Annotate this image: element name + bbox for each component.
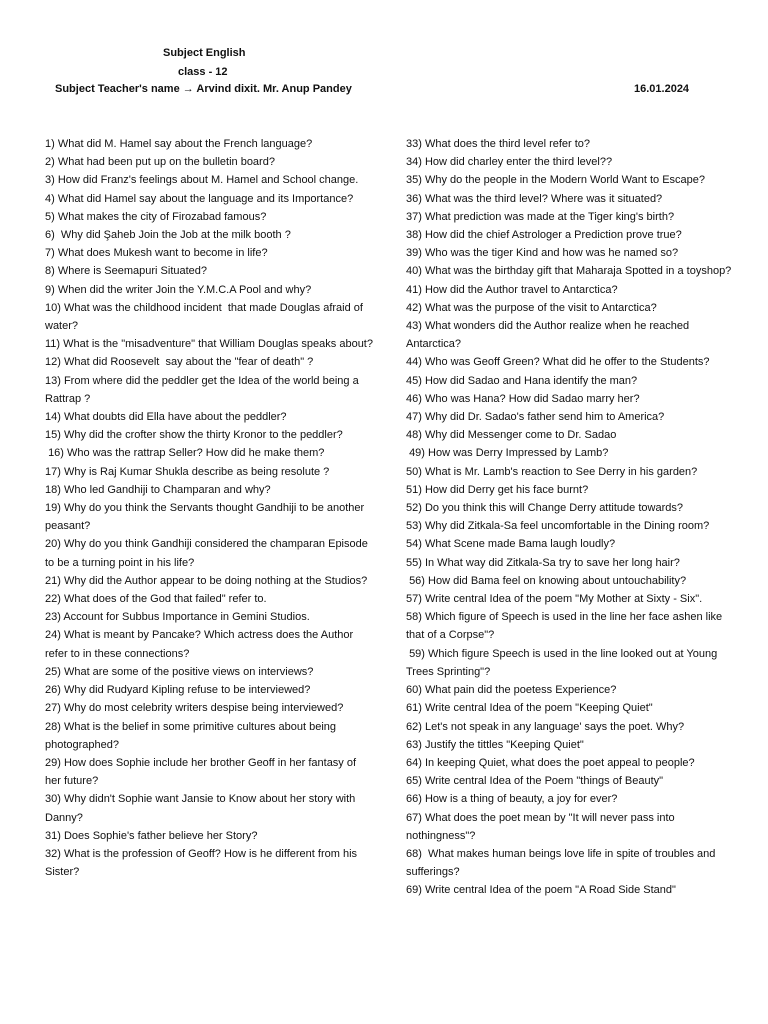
question-item: 42) What was the purpose of the visit to Antarctica? [406,301,657,314]
question-item: 21) Why did the Author appear to be doing nothing at the Studios? [45,574,368,587]
question-item: 24) What is meant by Pancake? Which actress does the Author refer to in these connections? [45,629,357,660]
question-item: 20) Why do you think Gandhiji considered the champaran Episode to be a turning point in his life? [45,538,371,569]
question-item: 3) How did Franz's feelings about M. Hamel and School change. [45,174,359,187]
question-item: 8) Where is Seemapuri Situated? [45,265,208,278]
question-item: 34) How did charley enter the third level?? [406,156,613,169]
question-item: 31) Does Sophie's father believe her Story? [45,829,258,842]
question-item: 1) What did M. Hamel say about the French language? [45,138,313,150]
question-item: 19) Why do you think the Servants thought Gandhiji to be another peasant? [45,502,368,533]
question-item: 39) Who was the tiger Kind and how was he named so? [406,247,679,260]
question-item: 52) Do you think this will Change Derry attitude towards? [406,502,683,515]
question-item: 9) When did the writer Join the Y.M.C.A Pool and why? [45,283,312,296]
question-item: 26) Why did Rudyard Kipling refuse to be interviewed? [45,684,311,697]
question-item: 66) How is a thing of beauty, a joy for ever? [406,793,618,806]
question-item: 27) Why do most celebrity writers despise being interviewed? [45,702,344,715]
question-item: 55) In What way did Zitkala-Sa try to save her long hair? [406,556,680,569]
question-item: 43) What wonders did the Author realize when he reached Antarctica? [406,320,692,351]
question-item: 48) Why did Messenger come to Dr. Sadao [406,429,617,442]
subject-heading: Subject English [163,47,246,59]
question-item: 53) Why did Zitkala-Sa feel uncomfortable in the Dining room? [406,520,710,533]
question-item: 36) What was the third level? Where was it situated? [406,192,663,205]
question-item: 54) What Scene made Bama laugh loudly? [406,538,616,551]
question-item: 51) How did Derry get his face burnt? [406,483,589,496]
question-list-left [45,135,373,881]
question-item: 59) Which figure Speech is used in the line looked out at Young Trees Sprinting"? [406,647,721,678]
question-item: 38) How did the chief Astrologer a Prediction prove true? [406,229,682,242]
question-item: 13) From where did the peddler get the Idea of the world being a Rattrap ? [45,374,362,405]
question-item: 49) How was Derry Impressed by Lamb? [406,447,609,460]
question-item: 16) Who was the rattrap Seller? How did he make them? [45,447,325,460]
question-item: 57) Write central Idea of the poem "My Mother at Sixty - Six". [406,593,703,606]
question-item: 69) Write central Idea of the poem "A Road Side Stand" [406,884,676,897]
question-item: 4) What did Hamel say about the language and its Importance? [45,192,354,205]
question-item: 63) Justify the tittles "Keeping Quiet" [406,738,584,751]
question-item: 7) What does Mukesh want to become in life? [45,247,268,260]
question-item: 30) Why didn't Sophie want Jansie to Know about her story with Danny? [45,793,359,824]
question-item: 15) Why did the crofter show the thirty Kronor to the peddler? [45,429,343,442]
question-item: 12) What did Roosevelt say about the "fear of death" ? [45,356,314,369]
question-item: 47) Why did Dr. Sadao's father send him to America? [406,411,665,424]
question-list-right [406,135,736,900]
question-item: 56) How did Bama feel on knowing about untouchability? [406,574,687,587]
question-item: 60) What pain did the poetess Experience? [406,684,617,697]
question-item: 65) Write central Idea of the Poem "things of Beauty" [406,775,664,788]
question-item: 37) What prediction was made at the Tiger king's birth? [406,210,675,223]
question-item: 35) Why do the people in the Modern World Want to Escape? [406,174,705,187]
question-item: 11) What is the "misadventure" that William Douglas speaks about? [45,338,373,351]
teacher-heading: Subject Teacher's name → Arvind dixit. Mr. Anup Pandey [55,83,352,95]
question-item: 64) In keeping Quiet, what does the poet appeal to people? [406,756,695,769]
class-heading: class - 12 [178,66,228,78]
question-item: 2) What had been put up on the bulletin board? [45,156,275,169]
date-label: 16.01.2024 [634,83,690,95]
question-item: 41) How did the Author travel to Antarctica? [406,283,618,296]
question-item: 32) What is the profession of Geoff? How is he different from his Sister? [45,847,361,879]
question-item: 62) Let's not speak in any language' says the poet. Why? [406,720,685,733]
question-item: 5) What makes the city of Firozabad famous? [45,210,267,223]
question-item: 61) Write central Idea of the poem "Keeping Quiet" [406,702,653,715]
question-item: 40) What was the birthday gift that Maharaja Spotted in a toyshop? [406,265,732,278]
question-item: 23) Account for Subbus Importance in Gemini Studios. [45,611,310,624]
question-item: 33) What does the third level refer to? [406,138,591,150]
question-item: 22) What does of the God that failed" refer to. [45,593,267,606]
question-item: 17) Why is Raj Kumar Shukla describe as being resolute ? [45,465,330,478]
question-item: 25) What are some of the positive views on interviews? [45,665,314,678]
question-item: 67) What does the poet mean by "It will never pass into nothingness"? [406,811,678,842]
question-item: 10) What was the childhood incident that made Douglas afraid of water? [45,301,367,333]
question-item: 68) What makes human beings love life in spite of troubles and sufferings? [406,847,719,879]
question-item: 29) How does Sophie include her brother Geoff in her fantasy of her future? [45,756,360,788]
question-item: 45) How did Sadao and Hana identify the man? [406,374,638,387]
question-item: 28) What is the belief in some primitive cultures about being photographed? [45,720,340,751]
question-item: 58) Which figure of Speech is used in the line her face ashen like that of a Corpse"? [406,611,726,642]
question-item: 18) Who led Gandhiji to Champaran and why? [45,483,271,496]
question-item: 46) Who was Hana? How did Sadao marry her? [406,392,640,405]
question-item: 6) Why did Şaheb Join the Job at the milk booth ? [45,229,291,242]
question-item: 50) What is Mr. Lamb's reaction to See Derry in his garden? [406,465,698,478]
question-item: 14) What doubts did Ella have about the peddler? [45,411,287,424]
question-item: 44) Who was Geoff Green? What did he offer to the Students? [406,356,710,369]
